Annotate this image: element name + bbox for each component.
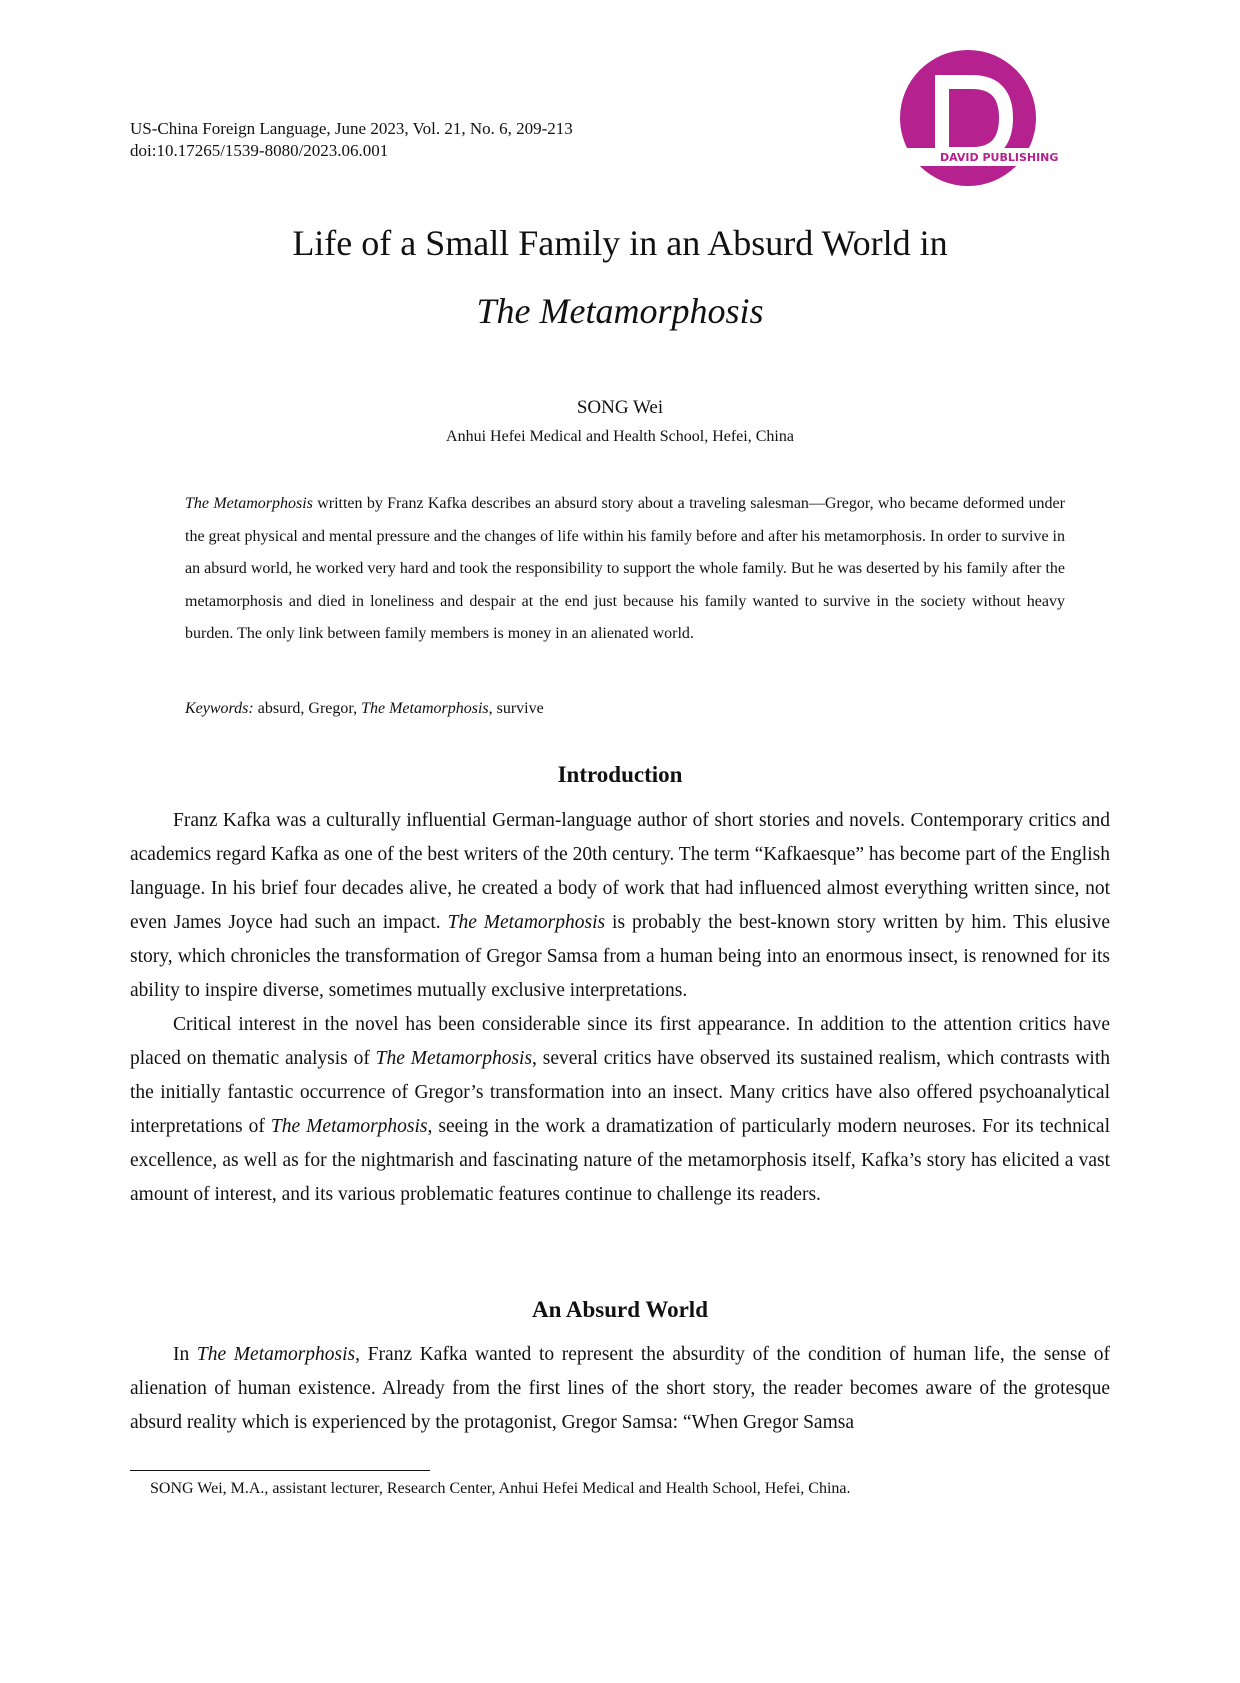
paragraph <box>130 1008 1110 1212</box>
paper-title-line-2: The Metamorphosis <box>476 291 764 331</box>
journal-citation: US-China Foreign Language, June 2023, Vol. 21, No. 6, 209-213 <box>130 119 573 138</box>
keywords-text-1: absurd, Gregor, <box>253 700 362 717</box>
section-heading-introduction: Introduction <box>557 762 683 787</box>
journal-header <box>130 118 573 162</box>
footnote: SONG Wei, M.A., assistant lecturer, Research Center, Anhui Hefei Medical and Health School, Hefei, China. <box>150 1480 851 1497</box>
author-affiliation: Anhui Hefei Medical and Health School, Hefei, China <box>446 428 794 445</box>
italic-title: The Metamorphosis <box>375 1048 533 1069</box>
text-run: , seeing in the work a dramatization of particularly modern neuroses. For its technical excellence, as well as for the nightmarish and fascinating nature of the metamorphosis itself, Kafka’s story has elicited a vast amount of interest, and its various problematic features continue to challenge its readers. <box>130 1116 1110 1205</box>
text-run: Critical interest in the novel has been considerable since its first appearance. In addition to the attention critics have placed on thematic analysis of <box>130 1014 1110 1069</box>
doi: doi:10.17265/1539-8080/2023.06.001 <box>130 141 389 160</box>
logo-text: DAVID PUBLISHING <box>940 151 1059 164</box>
section-heading-absurd-world: An Absurd World <box>532 1297 708 1322</box>
italic-title: The Metamorphosis <box>196 1344 356 1365</box>
keywords-label: Keywords: <box>185 700 254 717</box>
abstract <box>185 488 1065 651</box>
paragraph <box>130 804 1110 1008</box>
author-name: SONG Wei <box>576 397 664 418</box>
abstract-italic-title: The Metamorphosis <box>185 495 313 512</box>
abstract-text: written by Franz Kafka describes an absurd story about a traveling salesman—Gregor, who became deformed under the great physical and mental pressure and the changes of life within his family before and after his metamorphosis. In order to survive in an absurd world, he worked very hard and took the responsibility to support the whole family. But he was deserted by his family after the metamorphosis and died in loneliness and despair at the end just because his family wanted to survive in the society without heavy burden. The only link between family members is money in an alienated world. <box>185 495 1065 642</box>
keywords-italic: The Metamorphosis <box>361 700 489 717</box>
text-run: Franz Kafka was a culturally influential German-language author of short stories and novels. Contemporary critics and academics regard Kafka as one of the best writers of the 20th century. The term “Kafkaesque” has become part of the English language. In his brief four decades alive, he created a body of work that had influenced almost everything written since, not even James Joyce had such an impact. <box>130 810 1110 933</box>
david-publishing-logo <box>890 50 1120 190</box>
introduction-body <box>130 804 1110 1212</box>
italic-title: The Metamorphosis <box>447 912 606 933</box>
paragraph <box>130 1338 1110 1440</box>
keywords <box>185 700 544 718</box>
text-run: , several critics have observed its sustained realism, which contrasts with the initially fantastic occurrence of Gregor’s transformation into an insect. Many critics have also offered psychoanalytical interpretations of <box>130 1048 1110 1137</box>
text-run: , Franz Kafka wanted to represent the absurdity of the condition of human life, the sense of alienation of human existence. Already from the first lines of the short story, the reader becomes aware of the grotesque absurd reality which is experienced by the protagonist, Gregor Samsa: “When Gregor Samsa <box>130 1344 1110 1433</box>
keywords-text-2: , survive <box>488 700 544 717</box>
italic-title: The Metamorphosis <box>270 1116 428 1137</box>
paper-title-line-1: Life of a Small Family in an Absurd World in <box>292 223 948 263</box>
footnote-rule <box>130 1470 430 1471</box>
absurd-world-body <box>130 1338 1110 1440</box>
text-run: is probably the best-known story written by him. This elusive story, which chronicles the transformation of Gregor Samsa from a human being into an enormous insect, is renowned for its ability to inspire diverse, sometimes mutually exclusive interpretations. <box>130 912 1110 1001</box>
text-run: In <box>173 1344 197 1365</box>
